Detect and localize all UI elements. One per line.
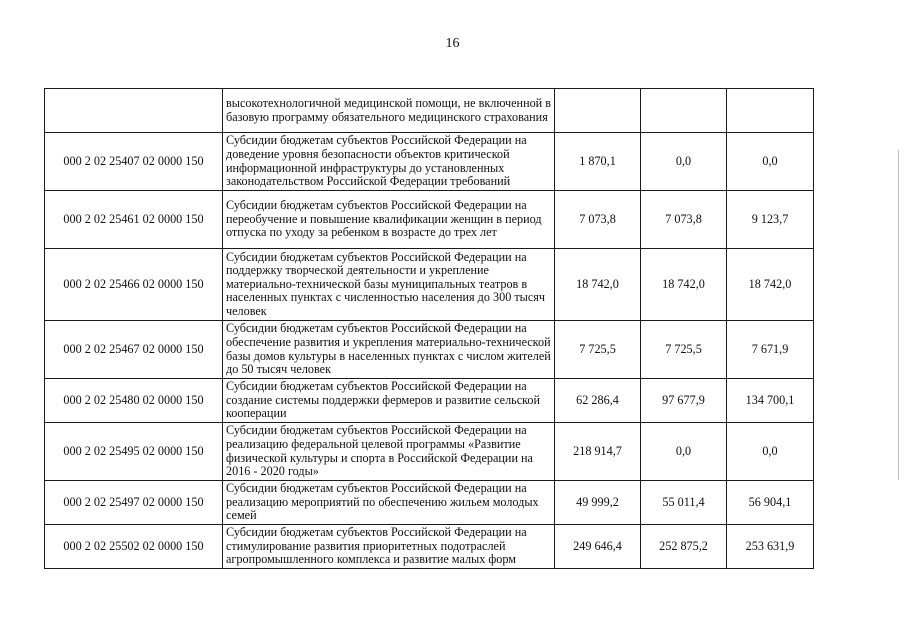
- table-row: [45, 525, 814, 569]
- amount-year1-cell: 62 286,4: [555, 379, 641, 423]
- description-cell: Субсидии бюджетам субъектов Российской Федерации на создание системы поддержки фермеров и развитие сельской кооперации: [223, 379, 555, 423]
- budget-code-cell: [45, 89, 223, 133]
- amount-year1-cell: 218 914,7: [555, 423, 641, 481]
- amount-year2-cell: [641, 89, 727, 133]
- budget-code-cell: 000 2 02 25466 02 0000 150: [45, 249, 223, 321]
- amount-year2-cell: 55 011,4: [641, 481, 727, 525]
- description-cell: Субсидии бюджетам субъектов Российской Федерации на доведение уровня безопасности объектов критической информационной инфраструктуры до установленных законодательством Российской Федерации требований: [223, 133, 555, 191]
- amount-year3-cell: 134 700,1: [727, 379, 814, 423]
- description-cell: Субсидии бюджетам субъектов Российской Федерации на реализацию федеральной целевой программы «Развитие физической культуры и спорта в Российской Федерации на 2016 - 2020 годы»: [223, 423, 555, 481]
- budget-revenue-table: [44, 88, 814, 569]
- table-row: [45, 423, 814, 481]
- amount-year3-cell: 9 123,7: [727, 191, 814, 249]
- amount-year2-cell: 7 073,8: [641, 191, 727, 249]
- budget-code-cell: 000 2 02 25461 02 0000 150: [45, 191, 223, 249]
- description-cell: Субсидии бюджетам субъектов Российской Федерации на поддержку творческой деятельности и укрепление материально-технической базы муниципальных театров в населенных пунктах с численностью населения до 300 тысяч человек: [223, 249, 555, 321]
- amount-year3-cell: 0,0: [727, 133, 814, 191]
- amount-year3-cell: 253 631,9: [727, 525, 814, 569]
- table-row: [45, 321, 814, 379]
- amount-year1-cell: 7 725,5: [555, 321, 641, 379]
- amount-year1-cell: 1 870,1: [555, 133, 641, 191]
- amount-year2-cell: 97 677,9: [641, 379, 727, 423]
- table-row: [45, 379, 814, 423]
- amount-year2-cell: 0,0: [641, 133, 727, 191]
- amount-year1-cell: 249 646,4: [555, 525, 641, 569]
- budget-code-cell: 000 2 02 25467 02 0000 150: [45, 321, 223, 379]
- amount-year1-cell: 18 742,0: [555, 249, 641, 321]
- table-row: [45, 249, 814, 321]
- amount-year3-cell: 7 671,9: [727, 321, 814, 379]
- amount-year2-cell: 252 875,2: [641, 525, 727, 569]
- scan-edge-line: [898, 150, 899, 480]
- table-row: [45, 191, 814, 249]
- table-row: [45, 133, 814, 191]
- amount-year3-cell: 56 904,1: [727, 481, 814, 525]
- table-row: [45, 481, 814, 525]
- description-cell: высокотехнологичной медицинской помощи, не включенной в базовую программу обязательного медицинского страхования: [223, 89, 555, 133]
- budget-code-cell: 000 2 02 25502 02 0000 150: [45, 525, 223, 569]
- budget-code-cell: 000 2 02 25497 02 0000 150: [45, 481, 223, 525]
- description-cell: Субсидии бюджетам субъектов Российской Федерации на стимулирование развития приоритетных подотраслей агропромышленного комплекса и развитие малых форм: [223, 525, 555, 569]
- amount-year3-cell: [727, 89, 814, 133]
- budget-code-cell: 000 2 02 25495 02 0000 150: [45, 423, 223, 481]
- description-cell: Субсидии бюджетам субъектов Российской Федерации на реализацию мероприятий по обеспечению жильем молодых семей: [223, 481, 555, 525]
- description-cell: Субсидии бюджетам субъектов Российской Федерации на обеспечение развития и укрепления материально-технической базы домов культуры в населенных пунктах с числом жителей до 50 тысяч человек: [223, 321, 555, 379]
- page-number: 16: [445, 36, 460, 51]
- amount-year2-cell: 7 725,5: [641, 321, 727, 379]
- amount-year2-cell: 18 742,0: [641, 249, 727, 321]
- budget-code-cell: 000 2 02 25480 02 0000 150: [45, 379, 223, 423]
- amount-year1-cell: 49 999,2: [555, 481, 641, 525]
- amount-year1-cell: 7 073,8: [555, 191, 641, 249]
- amount-year3-cell: 18 742,0: [727, 249, 814, 321]
- amount-year3-cell: 0,0: [727, 423, 814, 481]
- table-row: [45, 89, 814, 133]
- budget-code-cell: 000 2 02 25407 02 0000 150: [45, 133, 223, 191]
- description-cell: Субсидии бюджетам субъектов Российской Федерации на переобучение и повышение квалификации женщин в период отпуска по уходу за ребенком в возрасте до трех лет: [223, 191, 555, 249]
- amount-year2-cell: 0,0: [641, 423, 727, 481]
- amount-year1-cell: [555, 89, 641, 133]
